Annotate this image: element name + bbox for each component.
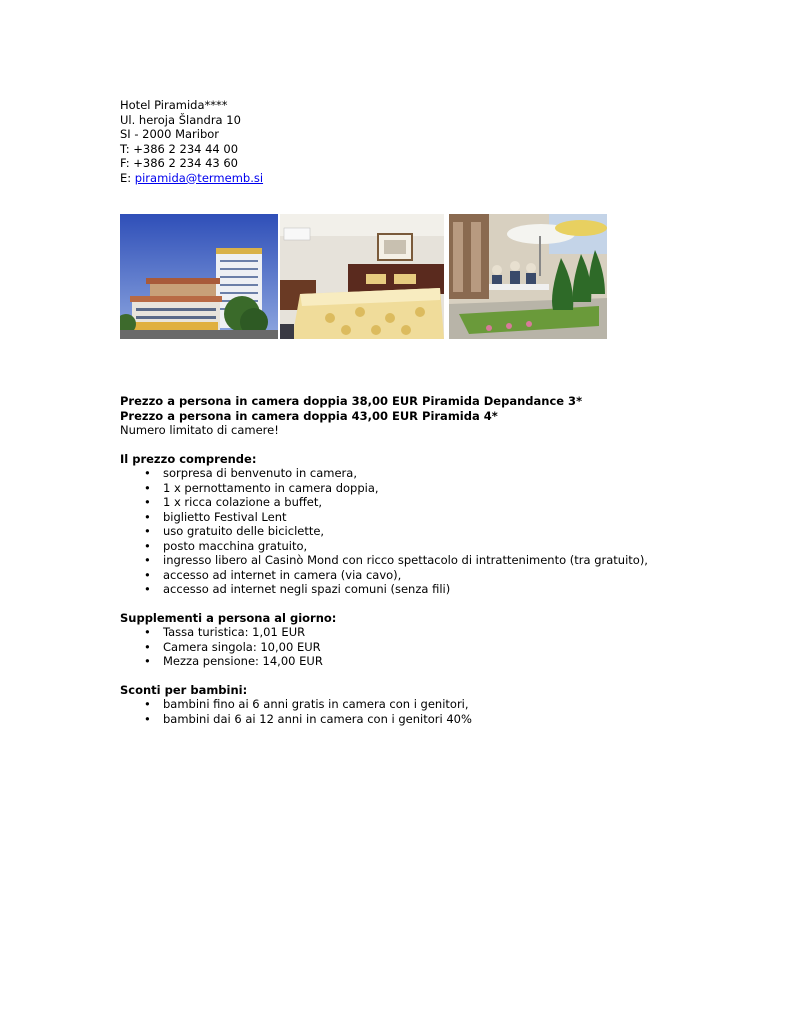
list-item: • accesso ad internet negli spazi comuni (senza fili) <box>144 582 451 596</box>
bullet-icon: • <box>144 654 151 668</box>
list-item: • bambini fino ai 6 anni gratis in camera con i genitori, <box>144 697 469 711</box>
hotel-bedroom-photo <box>280 214 444 339</box>
bullet-icon: • <box>144 524 151 538</box>
list-item: • 1 x pernottamento in camera doppia, <box>144 480 379 495</box>
hotel-city: SI - 2000 Maribor <box>120 127 220 141</box>
price-line-depandance: Prezzo a persona in camera doppia 38,00 EUR Piramida Depandance 3* <box>120 394 583 408</box>
bullet-icon: • <box>144 553 151 567</box>
list-item: • accesso ad internet in camera (via cavo), <box>144 567 402 582</box>
hotel-fax: F: +386 2 234 43 60 <box>120 156 238 170</box>
list-item: • Mezza pensione: 14,00 EUR <box>144 654 323 668</box>
hotel-email-line <box>120 171 680 186</box>
contact-block <box>120 98 680 185</box>
bullet-icon: • <box>144 711 151 726</box>
list-item: • Tassa turistica: 1,01 EUR <box>144 625 306 639</box>
includes-list <box>120 466 700 597</box>
email-prefix: E: <box>120 170 135 185</box>
bullet-icon: • <box>144 509 151 524</box>
children-title: Sconti per bambini: <box>120 682 248 697</box>
list-item: • uso gratuito delle biciclette, <box>144 524 325 538</box>
list-item: • Camera singola: 10,00 EUR <box>144 639 321 654</box>
bullet-icon: • <box>144 625 151 639</box>
bullet-icon: • <box>144 466 151 480</box>
hotel-name: Hotel Piramida**** <box>120 98 228 112</box>
offer-section <box>120 394 700 726</box>
list-item: • bambini dai 6 ai 12 anni in camera con i genitori 40% <box>144 711 472 726</box>
bullet-icon: • <box>144 582 151 596</box>
bullet-icon: • <box>144 538 151 553</box>
limited-rooms-note: Numero limitato di camere! <box>120 423 279 437</box>
bullet-icon: • <box>144 495 151 509</box>
supplements-list <box>120 625 700 669</box>
list-item: • posto macchina gratuito, <box>144 538 308 553</box>
bullet-icon: • <box>144 639 151 654</box>
supplements-title: Supplementi a persona al giorno: <box>120 610 337 625</box>
bullet-icon: • <box>144 697 151 711</box>
email-link[interactable]: piramida@termemb.si <box>134 170 264 185</box>
bullet-icon: • <box>144 567 151 582</box>
hotel-building-photo <box>120 214 278 339</box>
list-item: • ingresso libero al Casinò Mond con ricco spettacolo di intrattenimento (tra gratuito), <box>144 553 648 567</box>
list-item: • biglietto Festival Lent <box>144 509 287 524</box>
includes-title: Il prezzo comprende: <box>120 451 257 466</box>
list-item: • sorpresa di benvenuto in camera, <box>144 466 357 480</box>
price-line-piramida: Prezzo a persona in camera doppia 43,00 EUR Piramida 4* <box>120 408 498 423</box>
hotel-terrace-photo <box>449 214 607 339</box>
hotel-street: Ul. heroja Šlandra 10 <box>120 112 241 127</box>
children-list <box>120 697 700 726</box>
bullet-icon: • <box>144 480 151 495</box>
hotel-phone: T: +386 2 234 44 00 <box>120 141 239 156</box>
list-item: • 1 x ricca colazione a buffet, <box>144 495 323 509</box>
